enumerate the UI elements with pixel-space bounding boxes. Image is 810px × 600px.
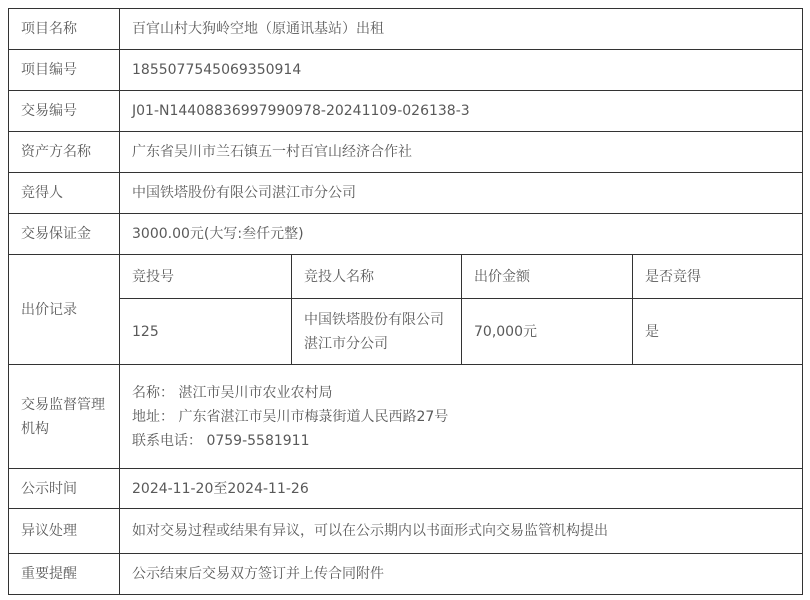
bidder-name-header: 竞投人名称 [292,255,462,299]
project-name-label: 项目名称 [9,9,120,50]
objection-handling-label: 异议处理 [9,509,120,554]
bid-amount-header: 出价金额 [462,255,633,299]
bid-record-header-row [9,255,803,299]
objection-handling-value: 如对交易过程或结果有异议，可以在公示期内以书面形式向交易监管机构提出 [120,509,803,554]
is-winner-header: 是否竞得 [633,255,803,299]
regulator-info-cell [120,365,803,469]
regulator-address-line: 地址： 广东省湛江市吴川市梅菉街道人民西路27号 [132,408,449,425]
asset-owner-value: 广东省吴川市兰石镇五一村百官山经济合作社 [120,132,803,173]
table-row [9,91,803,132]
is-winner-value: 是 [633,299,803,365]
transaction-id-value: J01-N14408836997990978-20241109-026138-3 [120,91,803,132]
project-id-value: 1855077545069350914 [120,50,803,91]
table-row [9,509,803,554]
table-row [9,469,803,509]
project-id-label: 项目编号 [9,50,120,91]
bid-number-value: 125 [120,299,292,365]
winner-value: 中国铁塔股份有限公司湛江市分公司 [120,173,803,214]
regulator-phone-line: 联系电话： 0759-5581911 [132,432,310,449]
notice-detail-table [8,8,803,595]
regulator-label: 交易监督管理机构 [9,365,120,469]
project-name-value: 百官山村大狗岭空地（原通讯基站）出租 [120,9,803,50]
deposit-label: 交易保证金 [9,214,120,255]
important-reminder-value: 公示结束后交易双方签订并上传合同附件 [120,554,803,595]
regulator-name-line: 名称： 湛江市吴川市农业农村局 [132,384,333,401]
table-row [9,50,803,91]
bidder-name-value: 中国铁塔股份有限公司湛江市分公司 [292,299,462,365]
important-reminder-label: 重要提醒 [9,554,120,595]
deposit-value: 3000.00元(大写:叁仟元整) [120,214,803,255]
asset-owner-label: 资产方名称 [9,132,120,173]
table-row [9,554,803,595]
table-row [9,9,803,50]
winner-label: 竞得人 [9,173,120,214]
bid-number-header: 竞投号 [120,255,292,299]
regulator-row [9,365,803,469]
table-row [9,173,803,214]
table-row [9,214,803,255]
bid-amount-value: 70,000元 [462,299,633,365]
publicity-period-value: 2024-11-20至2024-11-26 [120,469,803,509]
transaction-id-label: 交易编号 [9,91,120,132]
bid-record-label: 出价记录 [9,255,120,365]
table-row [9,132,803,173]
publicity-period-label: 公示时间 [9,469,120,509]
bid-record-data-row [9,299,803,365]
